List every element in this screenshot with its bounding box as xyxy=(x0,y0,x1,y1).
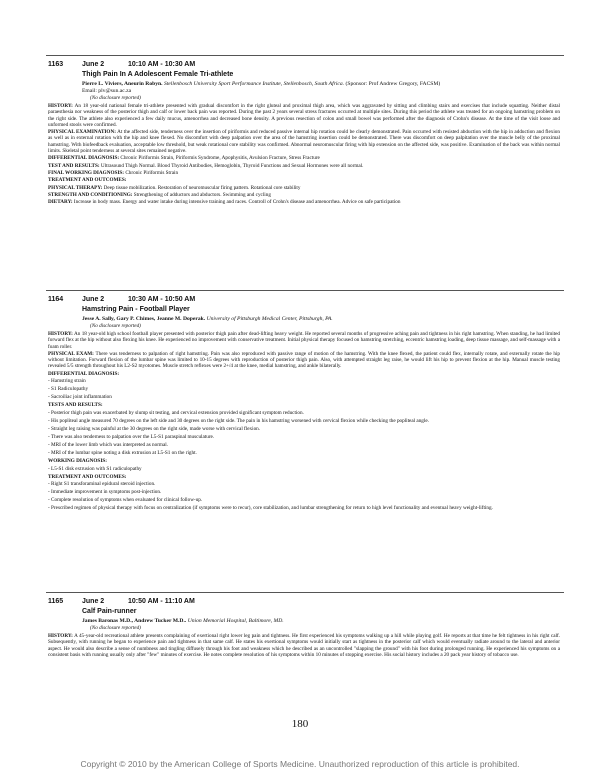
abstract-date: June 2 xyxy=(82,61,105,68)
section-tests: TEST AND RESULTS: Ultrasound Thigh Normal. Blood Thyroid Antibodies, Hemoglobin, Thyroid Functions and Sexual Hormones were all normal. xyxy=(48,162,364,169)
abstract-number: 1163 xyxy=(48,61,64,68)
page-number: 180 xyxy=(291,718,309,730)
author-email: Email: plv@sun.ac.za xyxy=(82,88,132,94)
author-names: James Baronas M.D., Andrew Tucker M.D.. xyxy=(82,618,187,624)
section-divider xyxy=(46,592,564,593)
abstract-header xyxy=(48,597,560,607)
disclosure: (No disclosure reported) xyxy=(90,323,141,329)
list-item: - His popliteal angle measured 70 degrees on the left side and 30 degrees on the right side. The pain in his hamstring worsened with cervical flexion while checking the popliteal angle. xyxy=(48,417,429,424)
abstract-title: Thigh Pain In A Adolescent Female Tri-athlete xyxy=(82,71,234,78)
abstract-body xyxy=(48,331,560,511)
tests-heading: TESTS AND RESULTS: xyxy=(48,402,103,409)
affiliation: University of Pittsburgh Medical Center, Pittsburgh, PA. xyxy=(206,316,333,322)
treatment-heading: TREATMENT AND OUTCOMES: xyxy=(48,473,127,480)
section-differential: DIFFERENTIAL DIAGNOSIS: Chronic Piriformis Strain, Piriformis Syndrome, Apophysitis, Avulsion Fracture, Stress Fracture xyxy=(48,155,320,162)
list-item: - Prescribed regimen of physical therapy with focus on centralization (if symptoms were to recur), core stabilization, and lumbar strengthening for return to high level functionality and eventual heavy weight-lifting. xyxy=(48,505,493,512)
list-item: - Straight leg raising was painful at the 30 degrees on the right side, made worse with cervical flexion. xyxy=(48,425,261,432)
abstract-authors xyxy=(82,316,560,323)
abstract-title: Hamstring Pain - Football Player xyxy=(82,306,190,313)
list-item: - MRI of the lumbar spine noting a disk extrusion at L5-S1 on the right. xyxy=(48,450,197,457)
section-divider xyxy=(46,55,564,56)
section-final-diagnosis: FINAL WORKING DIAGNOSIS: Chronic Piriformis Strain xyxy=(48,169,179,176)
section-history: HISTORY: A 45-year-old recreational athlete presents complaining of exertional right lower leg pain and tightness. He first experienced his symptoms walking up a hill while playing golf. He reports at that time he felt tightness in his right calf. Subsequently, with running he began to experience pain and tightness in that same calf. He states his exertional symptoms would initially start as tightness in the posterior calf which would eventually radiate around to the lateral and anterior aspect. He would also describe a sense of numbness and tingling diffusely through his foot and weakness which he described as an uncontrolled "slapping the ground" with his foot during prolonged running. He experienced his symptoms on a consistent basis with running usually only after "few" minutes of exercise. He notes complete resolution of his symptoms within 10 minutes of stopping exercise. His social history includes a 20 pack year history of tobacco use. xyxy=(48,633,560,658)
section-history: HISTORY: An 18 year-old national female tri-athlete presented with gradual discomfort in the right gluteal and proximal thigh area, which was aggravated by sitting and climbing stairs and exercises that include squatting. Neither distal paraesthesia nor weakness of the posterior thigh and calf or lower back pain was reported. During the past 2 years several stress fractures occurred at multiple sites. During this period the athlete was treated for an ongoing hamstring problem on the right side. The athlete also experienced a few daily mucus, amenorrhea and decreased bone density. A previous resection of colon and small bowel was performed after the diagnosis of Crohn's disease. At the time of the visit loose and unformed stools were confirmed. xyxy=(48,103,560,128)
list-item: - Hamstring strain xyxy=(48,378,86,385)
affiliation: Stellenbosch University Sport Performance Institute, Stellenbosch, South Africa. xyxy=(163,81,345,87)
differential-heading: DIFFERENTIAL DIAGNOSIS: xyxy=(48,370,120,377)
abstract-time: 10:30 AM - 10:50 AM xyxy=(128,296,196,303)
disclosure: (No disclosure reported) xyxy=(90,95,141,101)
abstract-1163 xyxy=(48,60,560,206)
abstract-authors xyxy=(82,81,560,88)
list-item: - Complete resolution of symptoms when evaluated for clinical follow-up. xyxy=(48,497,203,504)
abstract-header xyxy=(48,60,560,70)
abstract-time: 10:10 AM - 10:30 AM xyxy=(128,61,196,68)
abstract-time: 10:50 AM - 11:10 AM xyxy=(128,598,195,605)
list-item: - Immediate improvement in symptoms post-injection. xyxy=(48,489,162,495)
abstract-body xyxy=(48,103,560,205)
abstract-date: June 2 xyxy=(82,296,105,303)
sponsor: (Sponsor: Prof Andrew Gregory, FACSM) xyxy=(345,81,441,87)
section-dietary: DIETARY: Increase in body mass. Energy and water intake during intensive training and races. Controll of Crohn's disease and amenorrhea. Advice on safe participation xyxy=(48,199,401,206)
section-strength: STRENGTH AND CONDITIONING: Strengthening of adductors and abductors. Swimming and cycling xyxy=(48,191,271,198)
abstract-body xyxy=(48,633,560,658)
list-item: - Posterior thigh pain was exacerbated by slump sit testing, and cervical extension provided significant symptom reduction. xyxy=(48,409,304,416)
affiliation: Union Memorial Hospital, Baltimore, MD. xyxy=(187,618,284,624)
list-item: - S1 Radiculopathy xyxy=(48,386,89,393)
list-item: - MRI of the lower limb which was interpreted as normal. xyxy=(48,442,169,449)
section-physical-therapy: PHYSICAL THERAPY: Deep tissue mobilization. Restoration of neuromuscular firing pattern. Rotational core stability xyxy=(48,184,301,191)
disclosure: (No disclosure reported) xyxy=(90,625,141,631)
section-treatment: TREATMENT AND OUTCOMES: xyxy=(48,177,127,184)
abstract-title: Calf Pain-runner xyxy=(82,608,137,615)
list-item: - Right S1 transforaminal epidural steroid injection. xyxy=(48,480,156,487)
section-divider xyxy=(46,290,564,291)
abstract-number: 1164 xyxy=(48,296,64,303)
author-names: Pierre L. Viviers, Aneurin Robyn. xyxy=(82,81,163,87)
abstract-1164 xyxy=(48,295,560,513)
abstract-date: June 2 xyxy=(82,598,105,605)
abstract-1165 xyxy=(48,597,560,659)
section-history: HISTORY: An 18 year-old high school football player presented with posterior thigh pain after dead-lifting heavy weight. He reported several months of progressive aching pain and tightness in his right hamstring. When standing, he had limited forward flex at the hip without also flexing his knee. He experienced no improvement with conservative treatment. Initial physical therapy focused on hamstring stretching, eccentric hamstring loading, deep tissue massage, and self-massage with a foam roller. xyxy=(48,331,560,350)
list-item: - L5-S1 disk extrusion with S1 radiculopathy xyxy=(48,465,142,472)
author-names: Jesse A. Sally, Gary P. Chimes, Jeanne M. Doperak. xyxy=(82,316,206,322)
list-item: - There was also tenderness to palpation over the L5-S1 paraspinal musculature. xyxy=(48,433,215,440)
abstract-header xyxy=(48,295,560,305)
section-physical-exam: PHYSICAL EXAM: There was tenderness to palpation of right hamstring. Pain was also reproduced with passive range of motion of the hamstring. With the knee flexed, the patient could flex, internally rotate, and externally rotate the hip without limitation. Forward flexion of the lumbar spine was limited to 10-15 degrees with reproduction of posterior thigh pain. Also, with attempted straight leg raise, he would lift his hip to prevent flexion at the hip. Manual muscle testing revealed 5/5 strength throughout his L2-S2 myotomes. Muscle stretch reflexes were 2+/4 at the knee, medial hamstring, and ankle bilaterally. xyxy=(48,350,561,370)
list-item: - Sacroiliac joint inflammation xyxy=(48,394,112,401)
working-diagnosis-heading: WORKING DIAGNOSIS: xyxy=(48,458,107,465)
abstract-number: 1165 xyxy=(48,598,64,605)
section-physical-exam: PHYSICAL EXAMINATION: At the affected side, tenderness over the insertion of piriformis and reduced passive internal hip rotation could be clearly demonstrated. Pain occurred with resisted abduction with the hip in adduction and flexion as well as in external rotation with the hip and knee flexed. No discomfort with deep palpation over the area of the hamstring insertion could be demonstrated. There was discomfort on deep palpitation over the muscle belly of the proximal hamstring. With biofeedback evaluation, acceptable low threshold, but weak rotational core stability was confirmed. Abnormal neuromuscular firing with hip extension on the affected side, was positive. Examination of the back was within normal limits. Skeletal point tenderness at several sites remained negative. xyxy=(48,129,560,155)
copyright-notice: Copyright © 2010 by the American College of Sports Medicine. Unauthorized reproduction of this article is prohibited. xyxy=(80,759,520,769)
abstract-authors xyxy=(82,618,560,625)
